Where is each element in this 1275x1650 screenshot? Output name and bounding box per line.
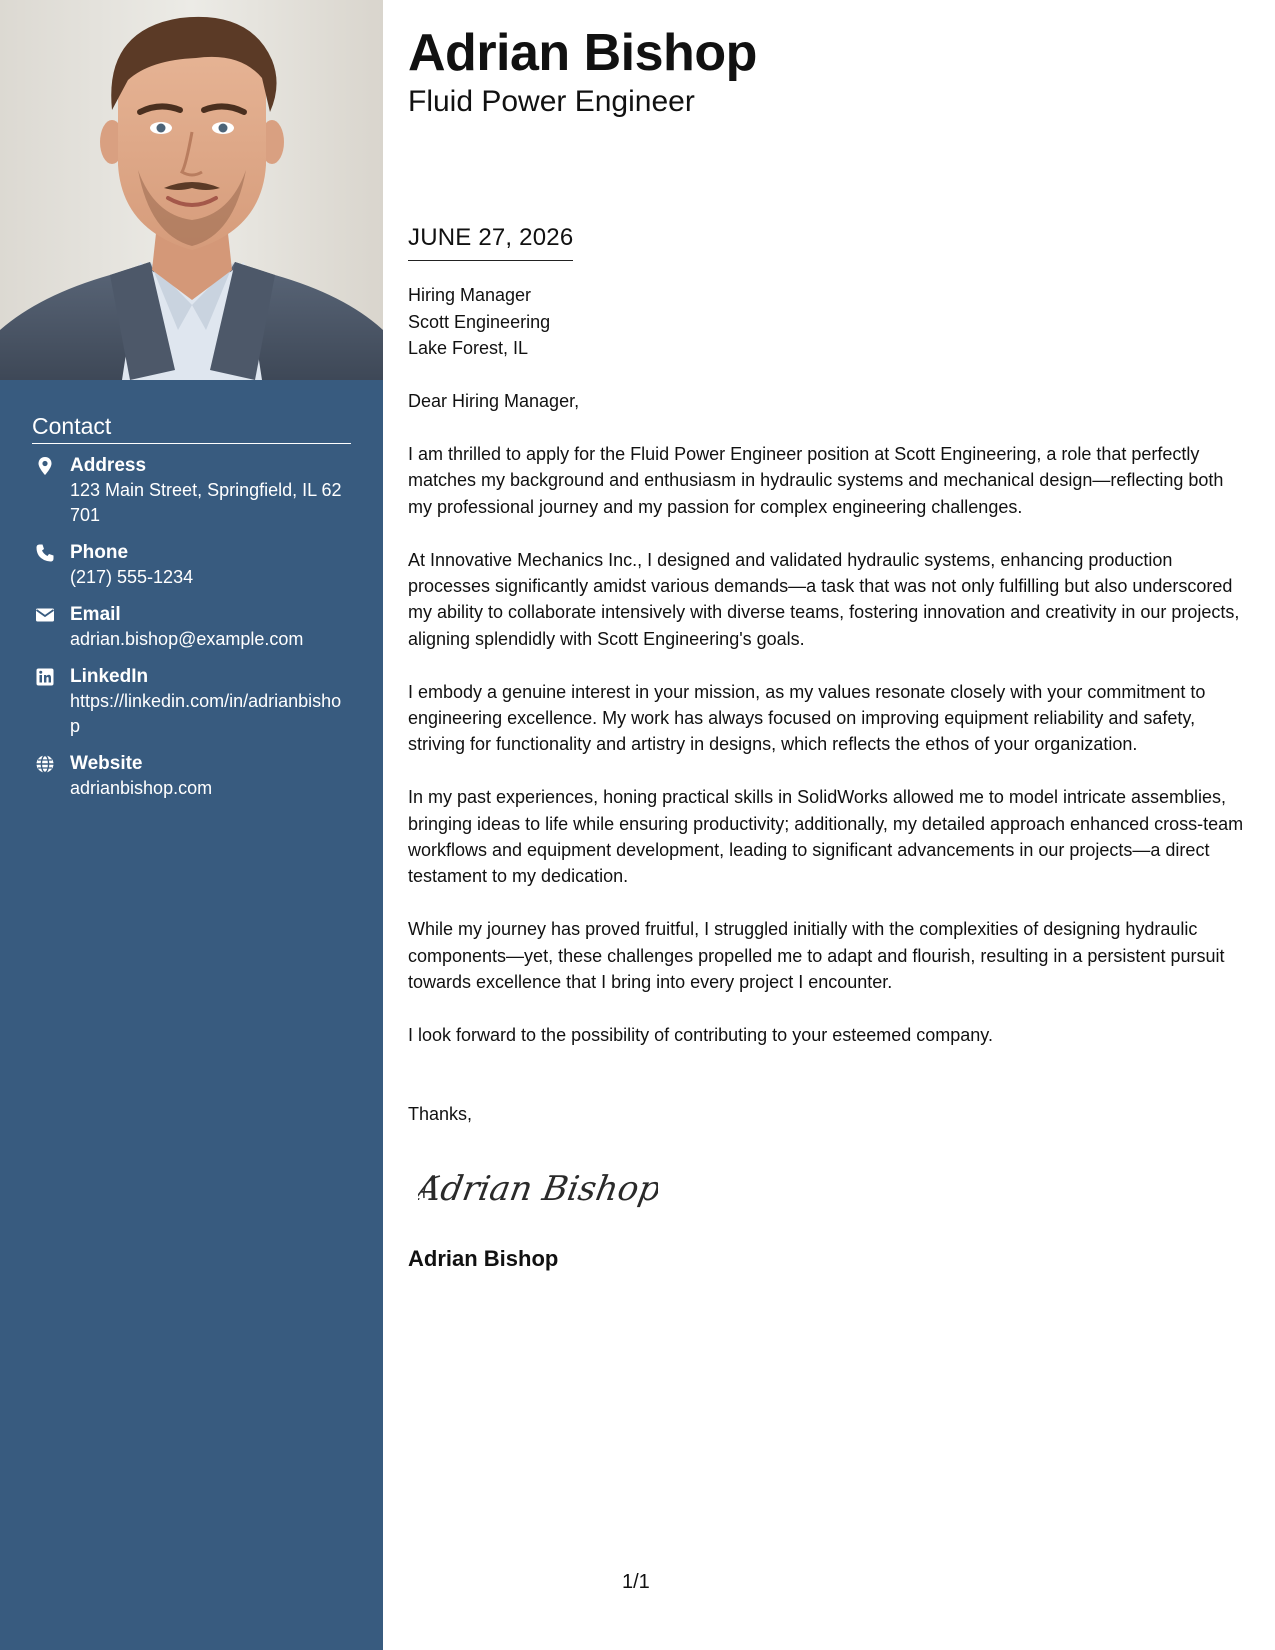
recipient-block	[408, 282, 550, 362]
greeting: Dear Hiring Manager,	[408, 391, 580, 411]
recipient-title: Hiring Manager	[408, 285, 532, 305]
contact-email	[32, 603, 351, 652]
job-title: Fluid Power Engineer	[408, 85, 695, 118]
website-value[interactable]: adrianbishop.com	[70, 778, 213, 798]
date-block	[408, 222, 573, 261]
applicant-name: Adrian Bishop	[408, 24, 757, 82]
contact-phone	[32, 541, 351, 590]
body-paragraph: I embody a genuine interest in your mission, as my values resonate closely with your commitment to engineering excellence. My work has always focused on improving equipment reliability and safety, striving for functionality and artistry in designs, which reflects the ethos of your organization.	[408, 681, 1206, 755]
sidebar	[0, 0, 383, 1650]
contact-label: LinkedIn	[70, 666, 149, 687]
contact-linkedin	[32, 665, 351, 739]
handwritten-signature	[418, 1158, 658, 1218]
contact-label: Email	[70, 604, 121, 625]
address-value: 123 Main Street, Springfield, IL 62701	[70, 480, 342, 525]
phone-icon	[35, 543, 55, 563]
contact-heading: Contact	[32, 413, 351, 444]
contact-section	[32, 413, 351, 814]
contact-address	[32, 454, 351, 528]
signer-name: Adrian Bishop	[408, 1246, 559, 1271]
portrait-illustration	[0, 0, 383, 380]
phone-value: (217) 555-1234	[70, 567, 194, 587]
recipient-company: Scott Engineering	[408, 311, 551, 332]
letter-date: JUNE 27, 2026	[408, 222, 573, 261]
contact-website	[32, 752, 351, 801]
envelope-icon	[35, 605, 55, 625]
signature	[418, 1158, 658, 1223]
body-paragraph: I look forward to the possibility of contributing to your esteemed company.	[408, 1024, 993, 1045]
email-value[interactable]: adrian.bishop@example.com	[70, 629, 304, 649]
body-paragraph: At Innovative Mechanics Inc., I designed and validated hydraulic systems, enhancing production processes significantly amidst various demands—a task that was not only fulfilling but also underscored my ability to collaborate intensively with diverse teams, fostering innovation and creativity in our projects, aligning splendidly with Scott Engineering's goals.	[408, 549, 1240, 649]
signature-text: Adrian Bishop	[418, 1169, 658, 1209]
body-paragraph: While my journey has proved fruitful, I struggled initially with the complexities of designing hydraulic components—yet, these challenges propelled me to adapt and flourish, resulting in a persistent pursuit towards excellence that I bring into every project I encounter.	[408, 919, 1225, 993]
globe-icon	[35, 754, 55, 774]
closing: Thanks,	[408, 1104, 473, 1124]
map-pin-icon	[35, 456, 55, 476]
body-paragraph: I am thrilled to apply for the Fluid Power Engineer position at Scott Engineering, a role that perfectly matches my background and enthusiasm in hydraulic systems and mechanical design—reflecting both my professional journey and my passion for complex engineering challenges.	[408, 444, 1224, 517]
contact-label: Phone	[70, 542, 129, 563]
letter-body	[408, 441, 1248, 1075]
contact-label: Website	[70, 753, 143, 774]
body-paragraph: In my past experiences, honing practical skills in SolidWorks allowed me to model intricate assemblies, bringing ideas to life while ensuring productivity; additionally, my detailed approach enhanced cross-team workflows and equipment development, leading to significant advancements in our projects—a direct testament to my dedication.	[408, 787, 1244, 887]
linkedin-value[interactable]: https://linkedin.com/in/adrianbishop	[70, 691, 342, 736]
profile-photo	[0, 0, 383, 380]
contact-label: Address	[70, 455, 147, 476]
linkedin-icon	[35, 667, 55, 687]
contact-list	[32, 454, 351, 801]
page-number: 1/1	[622, 1571, 650, 1593]
recipient-location: Lake Forest, IL	[408, 338, 529, 358]
